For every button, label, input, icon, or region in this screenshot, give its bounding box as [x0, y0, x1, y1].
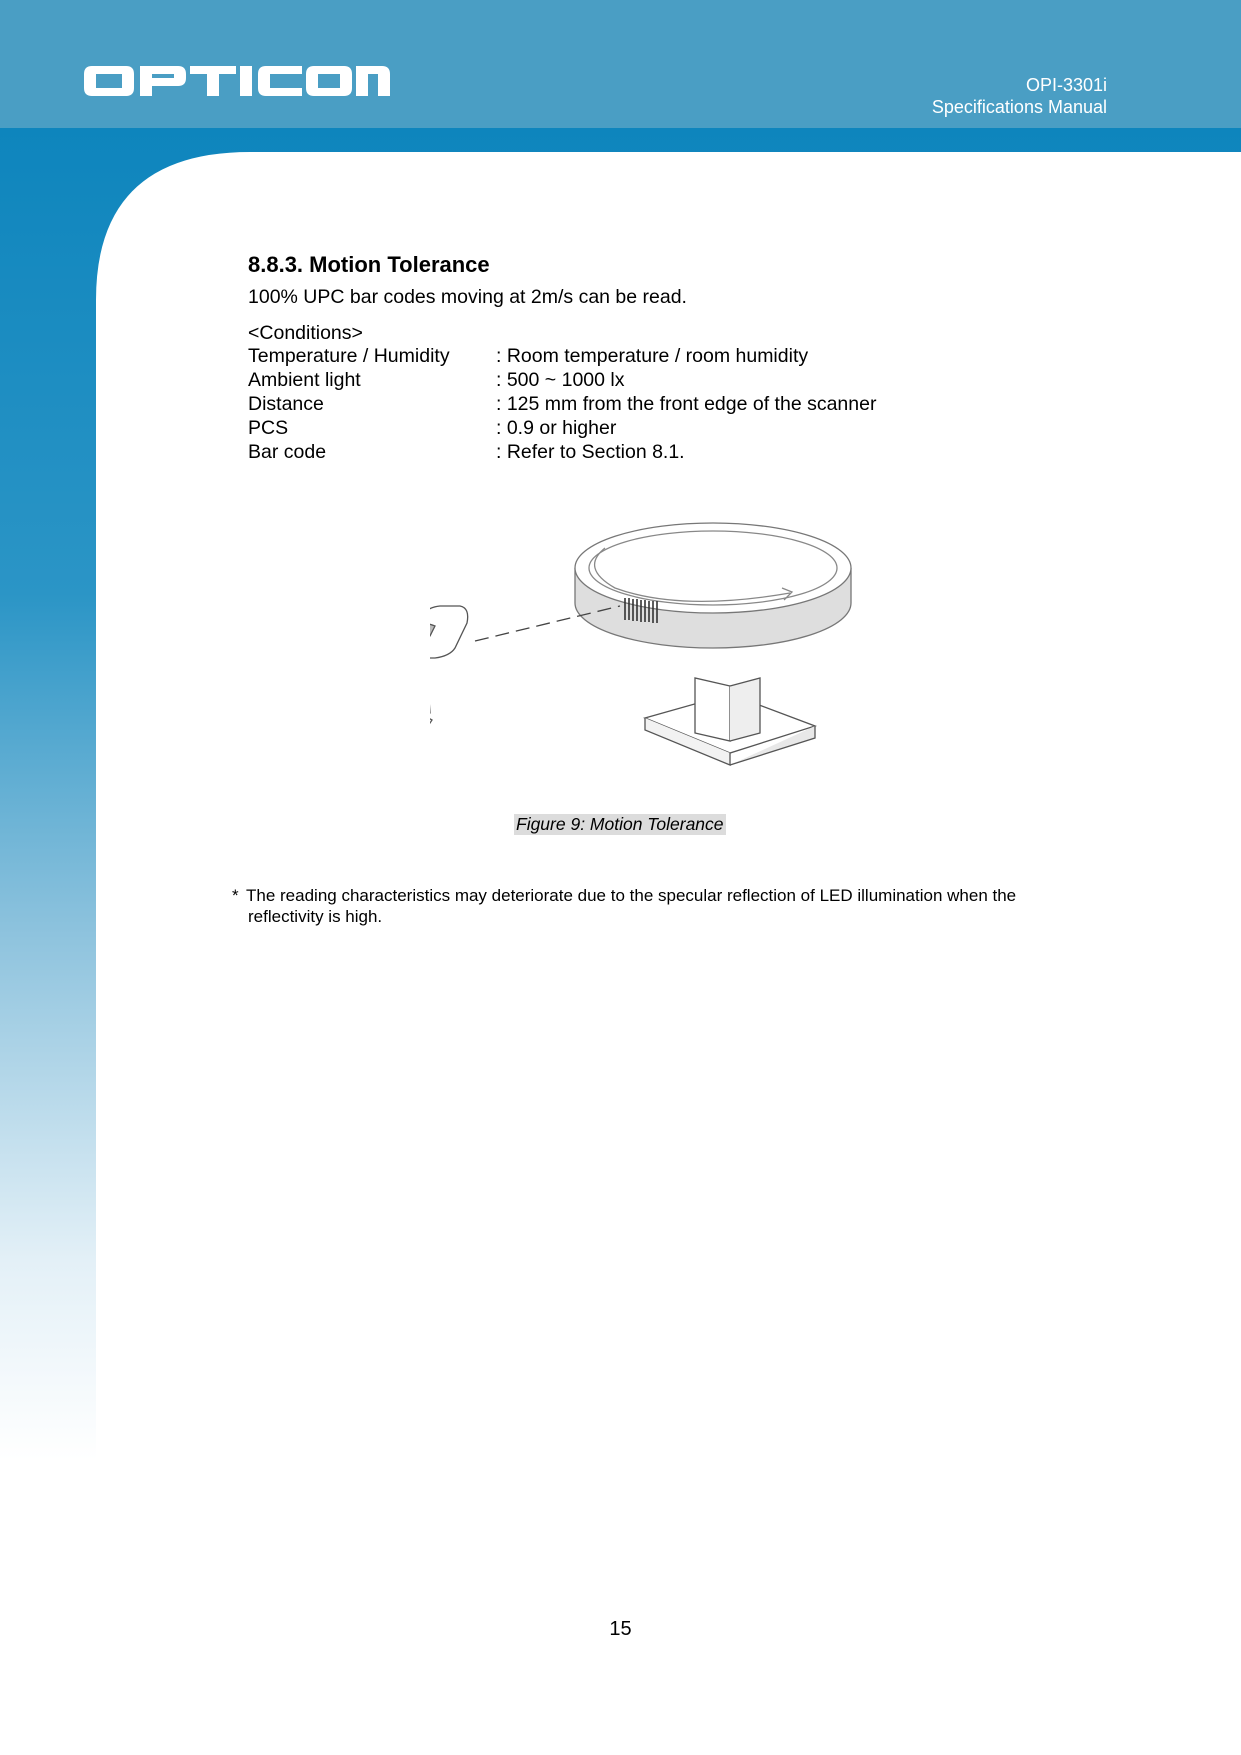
condition-row — [248, 344, 876, 368]
condition-row — [248, 368, 876, 392]
section-title: 8.8.3. Motion Tolerance — [248, 252, 490, 277]
motion-tolerance-figure — [430, 508, 900, 828]
condition-value: : 500 ~ 1000 lx — [496, 369, 625, 391]
barcode-symbol — [625, 598, 657, 623]
condition-value: : Refer to Section 8.1. — [496, 441, 685, 463]
condition-label: PCS — [248, 417, 289, 439]
condition-row — [248, 416, 876, 440]
condition-label: Bar code — [248, 441, 327, 463]
stand-pedestal — [695, 678, 730, 741]
figure-caption: Figure 9: Motion Tolerance — [516, 814, 724, 834]
opticon-logo — [82, 62, 392, 100]
footnote — [232, 885, 1112, 927]
condition-value: : Room temperature / room humidity — [496, 345, 809, 367]
page-number: 15 — [609, 1618, 632, 1640]
footnote-line-1: The reading characteristics may deteriorate due to the specular reflection of LED illumination when the — [246, 886, 1017, 905]
document-type: Specifications Manual — [931, 97, 1107, 117]
condition-value: : 125 mm from the front edge of the scanner — [496, 393, 877, 415]
intro-text: 100% UPC bar codes moving at 2m/s can be read. — [248, 286, 687, 308]
scanner-head — [430, 606, 468, 658]
document-meta — [932, 74, 1107, 118]
condition-row — [248, 440, 876, 464]
product-name: OPI-3301i — [1025, 75, 1107, 95]
footnote-line-2: reflectivity is high. — [248, 907, 383, 926]
conditions-table — [248, 344, 876, 464]
condition-value: : 0.9 or higher — [496, 417, 617, 439]
footnote-marker: * — [232, 886, 239, 905]
condition-label: Ambient light — [248, 369, 361, 391]
condition-label: Distance — [248, 393, 324, 415]
condition-label: Temperature / Humidity — [248, 345, 450, 367]
conditions-heading: <Conditions> — [248, 322, 363, 344]
condition-row — [248, 392, 876, 416]
